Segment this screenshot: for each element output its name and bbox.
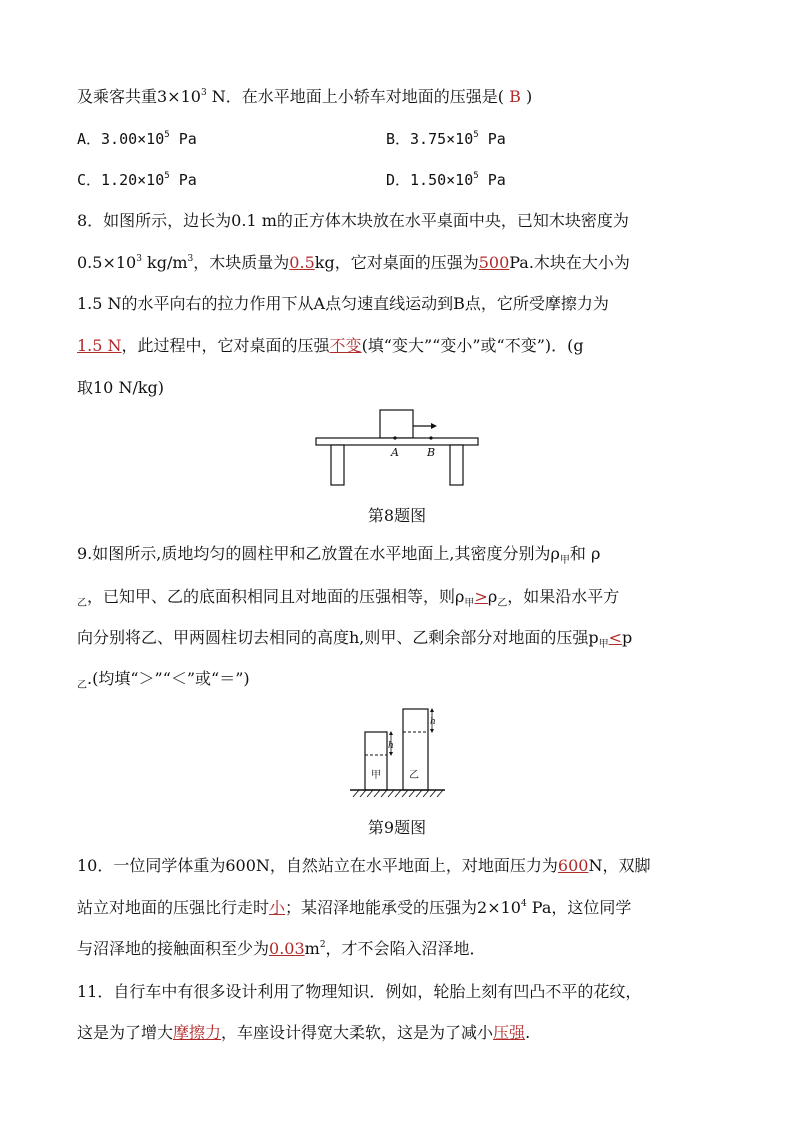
h-label-yi: h <box>430 717 436 727</box>
point-a-label: A <box>391 446 399 459</box>
q10-line-2 <box>77 898 631 918</box>
q11-line-1: 11．自行车中有很多设计利用了物理知识．例如，轮胎上刻有凹凸不平的花纹， <box>77 982 642 1001</box>
q9-text: .(均填“＞”“＜”或“＝”) <box>87 669 250 688</box>
q8-text: ，此过程中，它对桌面的压强 <box>121 336 330 355</box>
q10-unit: m <box>304 939 320 958</box>
q9-figure-cylinders <box>345 702 450 802</box>
q8-answer-mass: 0.5 <box>289 253 315 272</box>
q10-exponent: 2 <box>319 940 326 950</box>
label-yi: 乙 <box>409 770 419 781</box>
q8-text: 0.5×10 <box>77 253 137 272</box>
q10-text: 站立对地面的压强比行走时 <box>77 898 270 917</box>
q7-option-d <box>386 170 506 190</box>
q8-text-c: ，木块质量为 <box>193 253 290 272</box>
q10-answer-small: 小 <box>269 898 286 917</box>
point-b-label: B <box>427 446 436 459</box>
q8-text-e: Pa.木块在大小为 <box>509 253 630 272</box>
q9-line-1 <box>77 544 600 564</box>
q10-line-3 <box>77 939 486 959</box>
arrowhead-up-yi <box>430 708 434 712</box>
q9-text-b: ρ <box>487 587 498 606</box>
arrowhead-down-yi <box>430 729 434 733</box>
q9-subscript: 乙 <box>77 598 87 609</box>
q11-line-2 <box>77 1023 530 1043</box>
q10-text-b: N，双脚 <box>588 856 651 875</box>
option-exponent: 5 <box>164 130 170 140</box>
option-label: A．3.00×10 <box>77 130 165 148</box>
q9-text: 9.如图所示,质地均匀的圆柱甲和乙放置在水平地面上,其密度分别为ρ <box>77 544 560 563</box>
q9-subscript: 甲 <box>598 639 609 650</box>
q8-line-3: 1.5 N的水平向右的拉力作用下从A点匀速直线运动到B点，它所受摩擦力为 <box>77 294 609 313</box>
q9-caption: 第9题图 <box>367 818 427 837</box>
point-b-marker <box>429 436 432 439</box>
q9-subscript: 乙 <box>77 680 87 691</box>
q10-answer-force: 600 <box>557 856 589 875</box>
q9-text-b: p <box>622 628 633 647</box>
q8-line-2 <box>77 253 630 273</box>
q9-text-c: ，如果沿水平方 <box>507 587 620 606</box>
label-jia: 甲 <box>371 770 381 781</box>
q9-line-4 <box>77 669 250 689</box>
wood-block <box>380 410 413 438</box>
q8-answer-change: 不变 <box>329 336 362 355</box>
option-exponent: 5 <box>473 171 479 181</box>
q8-answer-pressure: 500 <box>478 253 510 272</box>
option-label: B．3.75×10 <box>386 130 474 148</box>
option-label: D．1.50×10 <box>386 171 474 189</box>
q10-line-1 <box>77 856 650 876</box>
q11-text-b: ，车座设计得宽大柔软，这是为了减小 <box>221 1023 494 1042</box>
q10-text-c: ，才不会陷入沼泽地． <box>325 939 486 958</box>
q9-text-b: 和 ρ <box>569 544 601 563</box>
q8-exponent: 3 <box>136 254 142 264</box>
option-unit: Pa <box>478 171 506 189</box>
option-exponent: 5 <box>164 171 170 181</box>
table-leg-left <box>331 445 344 485</box>
q7-option-b <box>386 129 506 149</box>
q7-text-c: ) <box>525 87 533 106</box>
q10-answer-area: 0.03 <box>269 939 305 958</box>
option-unit: Pa <box>169 130 197 148</box>
table-top <box>316 438 478 445</box>
q8-line-4 <box>77 336 584 356</box>
q7-text: 及乘客共重3×10 <box>77 87 201 106</box>
q8-text-d: kg，它对桌面的压强为 <box>314 253 479 272</box>
option-unit: Pa <box>169 171 197 189</box>
q7-option-a <box>77 129 197 149</box>
q9-answer-pressure: < <box>608 628 623 647</box>
q9-answer-density: > <box>474 587 488 606</box>
q9-line-3 <box>77 628 632 648</box>
q7-answer: B <box>504 87 526 106</box>
q9-text: ，已知甲、乙的底面积相同且对地面的压强相等，则ρ <box>87 587 465 606</box>
arrowhead-up-jia <box>389 731 393 735</box>
table-leg-right <box>450 445 463 485</box>
q10-text-c: Pa，这位同学 <box>526 898 632 917</box>
q8-unit: kg/m <box>141 253 188 272</box>
cylinder-jia <box>365 732 387 790</box>
option-unit: Pa <box>478 130 506 148</box>
q10-text: 10．一位同学体重为600N，自然站立在水平地面上，对地面压力为 <box>77 856 558 875</box>
q8-figure-table <box>300 405 490 490</box>
q8-caption: 第8题图 <box>367 506 427 525</box>
q7-text-b: N．在水平地面上小轿车对地面的压强是( <box>206 87 505 106</box>
force-arrowhead <box>431 423 437 429</box>
q11-answer-friction: 摩擦力 <box>173 1023 222 1042</box>
q7-option-c <box>77 170 197 190</box>
q9-subscript-2: 甲 <box>464 598 475 609</box>
arrowhead-down-jia <box>389 752 393 756</box>
ground-hatching <box>353 790 443 797</box>
q8-text-b: (填“变大”“变小”或“不变”)．(g <box>361 336 584 355</box>
q11-text: 这是为了增大 <box>77 1023 174 1042</box>
q8-answer-friction: 1.5 N <box>77 336 122 355</box>
q9-text: 向分别将乙、甲两圆柱切去相同的高度h,则甲、乙剩余部分对地面的压强p <box>77 628 599 647</box>
q11-text-c: . <box>525 1023 531 1042</box>
q8-line-1: 8．如图所示，边长为0.1 m的正方体木块放在水平桌面中央，已知木块密度为 <box>77 211 629 230</box>
option-label: C．1.20×10 <box>77 171 165 189</box>
q7-stem <box>77 87 532 107</box>
q9-subscript: 甲 <box>559 555 570 566</box>
q10-text-b: ；某沼泽地能承受的压强为2×10 <box>285 898 521 917</box>
q7-exponent: 3 <box>200 88 207 98</box>
point-a-marker <box>393 436 396 439</box>
option-exponent: 5 <box>473 130 479 140</box>
q8-line-5: 取10 N/kg) <box>77 378 165 397</box>
q9-subscript-3: 乙 <box>497 598 508 609</box>
q9-line-2 <box>77 587 619 607</box>
q10-exponent: 4 <box>520 899 527 909</box>
q8-exponent-2: 3 <box>187 254 194 264</box>
q11-answer-pressure: 压强 <box>493 1023 526 1042</box>
q10-text: 与沼泽地的接触面积至少为 <box>77 939 270 958</box>
h-label-jia: h <box>388 741 394 751</box>
